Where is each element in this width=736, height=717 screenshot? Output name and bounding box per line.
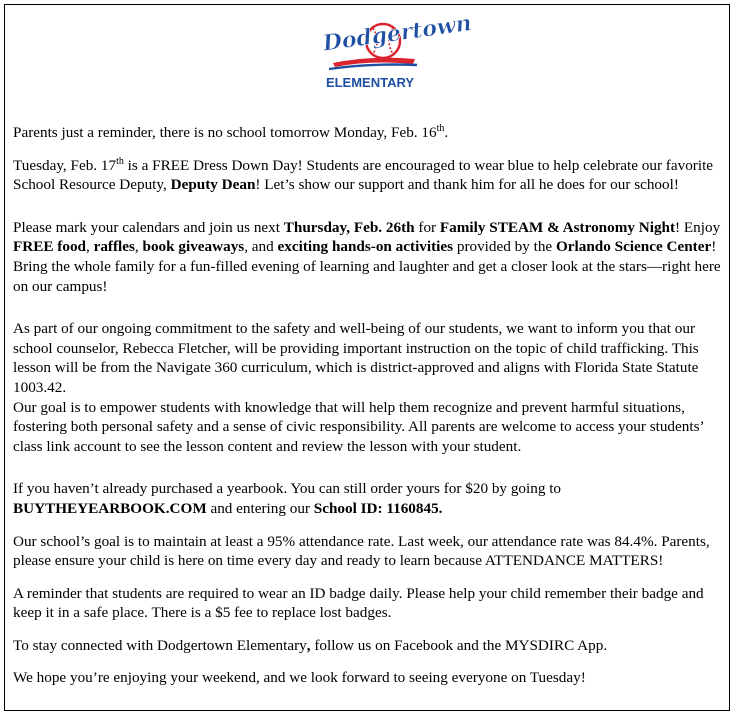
dress-down-paragraph: Tuesday, Feb. 17th is a FREE Dress Down Day! Students are encouraged to wear blue to help celebrate our favorite School Resource Deputy, Deputy Dean! Let’s show our support and thank him for all he does for our school! (13, 155, 714, 194)
school-logo (315, 10, 474, 97)
steam-night-paragraph: Please mark your calendars and join us next Thursday, Feb. 26th for Family STEAM & Astronomy Night! Enjoy FREE food, raffles, book giveaways, and exciting hands-on activities provided by the Orlando Science Center! Bring the whole family for a fun-filled evening of learning and laughter and get a closer look at the stars—right here on our campus! (13, 218, 721, 295)
attendance-paragraph: Our school’s goal is to maintain at least a 95% attendance rate. Last week, our attendance rate was 84.4%. Parents, please ensure your child is here on time every day and ready to learn because ATTENDANCE MATTERS! (13, 532, 710, 570)
logo-banner-text: ELEMENTARY (325, 75, 415, 90)
stay-connected-paragraph: To stay connected with Dodgertown Elementary, follow us on Facebook and the MYSDIRC App. (13, 636, 608, 654)
safety-paragraph: As part of our ongoing commitment to the safety and well-being of our students, we want to inform you that our school counselor, Rebecca Fletcher, will be providing important instruction on the topic of child trafficking. This lesson will be from the Navigate 360 curriculum, which is district-approved and aligns with Florida State Statute 1003.42. (13, 320, 699, 396)
newsletter-body (13, 123, 725, 701)
no-school-paragraph: Parents just a reminder, there is no school tomorrow Monday, Feb. 16th. (13, 122, 449, 141)
logo-script-text: Dodgertown (321, 10, 474, 57)
newsletter-page (4, 4, 730, 711)
yearbook-paragraph: If you haven’t already purchased a yearbook. You can still order yours for $20 by going to BUYTHEYEARBOOK.COM and entering our School ID: 1160845. (13, 480, 562, 517)
id-badge-paragraph: A reminder that students are required to wear an ID badge daily. Please help your child remember their badge and keep it in a safe place. There is a $5 fee to replace lost badges. (13, 584, 704, 622)
safety-goal-paragraph: Our goal is to empower students with knowledge that will help them recognize and prevent harmful situations, fostering both personal safety and a sense of civic responsibility. All parents are welcome to access your students’ class link account to see the lesson content and review the lesson with your student. (13, 398, 704, 455)
closing-paragraph: We hope you’re enjoying your weekend, and we look forward to seeing everyone on Tuesday! (13, 669, 586, 687)
